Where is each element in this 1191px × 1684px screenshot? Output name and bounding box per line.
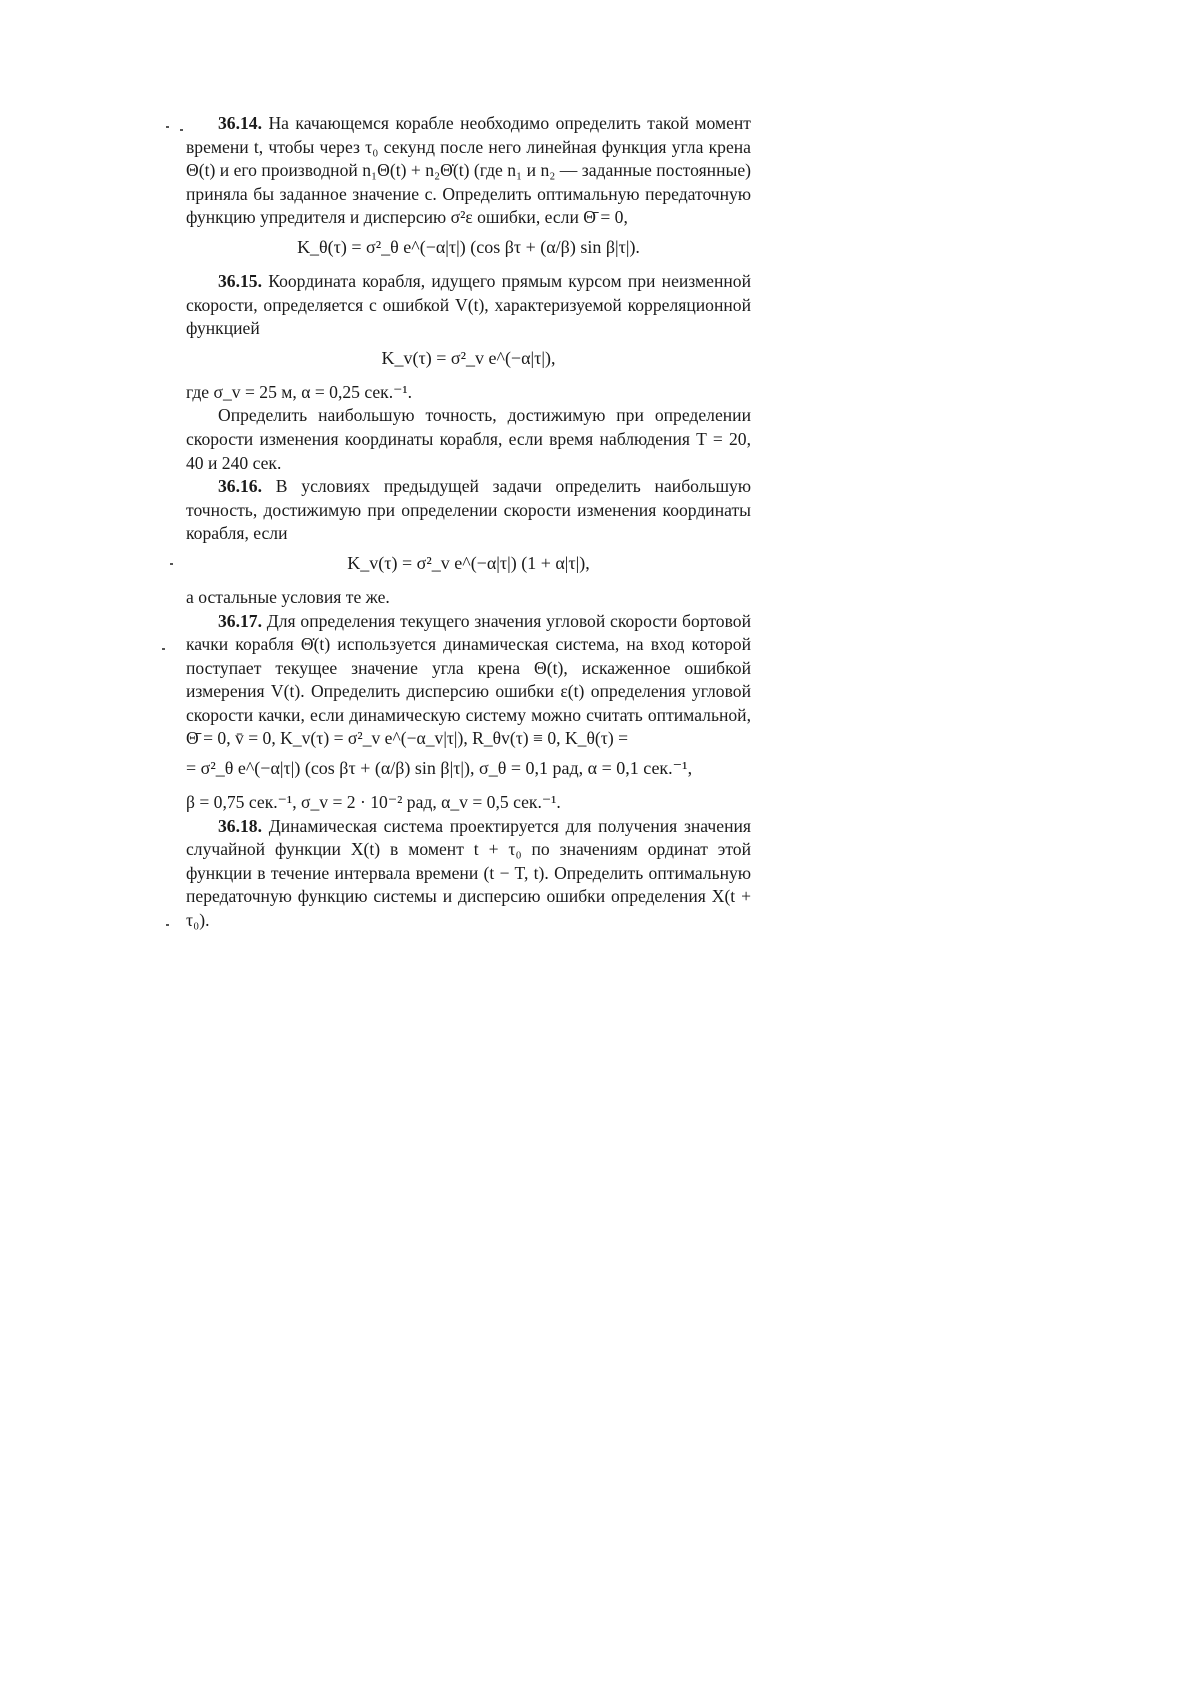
scan-speck: [162, 648, 165, 650]
formula-conditions: β = 0,75 сек.⁻¹, σ_v = 2 · 10⁻² рад, α_v = 0,5 сек.⁻¹.: [186, 792, 561, 813]
formula-conditions: где σ_v = 25 м, α = 0,25 сек.⁻¹.: [186, 381, 413, 402]
problem-text: На качающемся корабле необходимо определить такой момент времени t, чтобы через τ₀ секунд после него линейная функция угла крена Θ(t) и его производной n₁Θ(t) + n₂Θ̇(t) (где n₁ и n₂ — заданные постоянные) приняла бы заданное значение c. Определить оптимальную передаточную функцию упредителя и дисперсию σ²ε ошибки, если Θ̄ = 0,: [186, 113, 751, 228]
problem-number: 36.15.: [218, 270, 262, 291]
formula-conditions: а остальные условия те же.: [186, 586, 390, 607]
problem-number: 36.18.: [218, 815, 262, 836]
formula: K_v(τ) = σ²_v e^(−α|τ|) (1 + α|τ|),: [347, 552, 590, 573]
scan-speck: [166, 924, 169, 926]
formula: = σ²_θ e^(−α|τ|) (cos βτ + (α/β) sin β|τ|), σ_θ = 0,1 рад, α = 0,1 сек.⁻¹,: [186, 758, 693, 779]
problem-number: 36.16.: [218, 476, 262, 497]
problem-text-continued: Определить наибольшую точность, достижимую при определении скорости изменения координаты корабля, если время наблюдения T = 20, 40 и 240 сек.: [186, 405, 751, 473]
problem-text: Для определения текущего значения угловой скорости бортовой качки корабля Θ̇(t) используется динамическая система, на вход которой поступает текущее значение угла крена Θ(t), искаженное ошибкой измерения V(t). Определить дисперсию ошибки ε(t) определения угловой скорости качки, если динамическую систему можно считать оптимальной, Θ̄ = 0, v̄ = 0, K_v(τ) = σ²_v e^(−α_v|τ|), R_θv(τ) ≡ 0, K_θ(τ) =: [186, 610, 751, 749]
formula: K_θ(τ) = σ²_θ e^(−α|τ|) (cos βτ + (α/β) sin β|τ|).: [297, 236, 640, 257]
problem-36-17: [186, 610, 751, 752]
scan-speck: [170, 563, 173, 565]
formula: K_v(τ) = σ²_v e^(−α|τ|),: [381, 347, 556, 368]
scan-speck: [180, 129, 183, 131]
problem-36-18: [186, 815, 751, 933]
problem-text: Координата корабля, идущего прямым курсом при неизменной скорости, определяется с ошибкой V(t), характеризуемой корреляционной функцией: [186, 270, 751, 339]
scan-speck: [166, 126, 169, 128]
problem-36-14: [186, 112, 751, 230]
text-column: [186, 112, 751, 933]
problem-36-16: [186, 475, 751, 546]
problem-36-15: [186, 270, 751, 341]
problem-number: 36.17.: [218, 610, 262, 631]
problem-number: 36.14.: [218, 113, 262, 133]
problem-text: Динамическая система проектируется для получения значения случайной функции X(t) в момент t + τ₀ по значениям ординат этой функции в течение интервала времени (t − T, t). Определить оптимальную передаточную функцию системы и дисперсию ошибки определения X(t + τ₀).: [186, 815, 751, 931]
problem-text: В условиях предыдущей задачи определить наибольшую точность, достижимую при определении скорости изменения координаты корабля, если: [186, 476, 751, 544]
